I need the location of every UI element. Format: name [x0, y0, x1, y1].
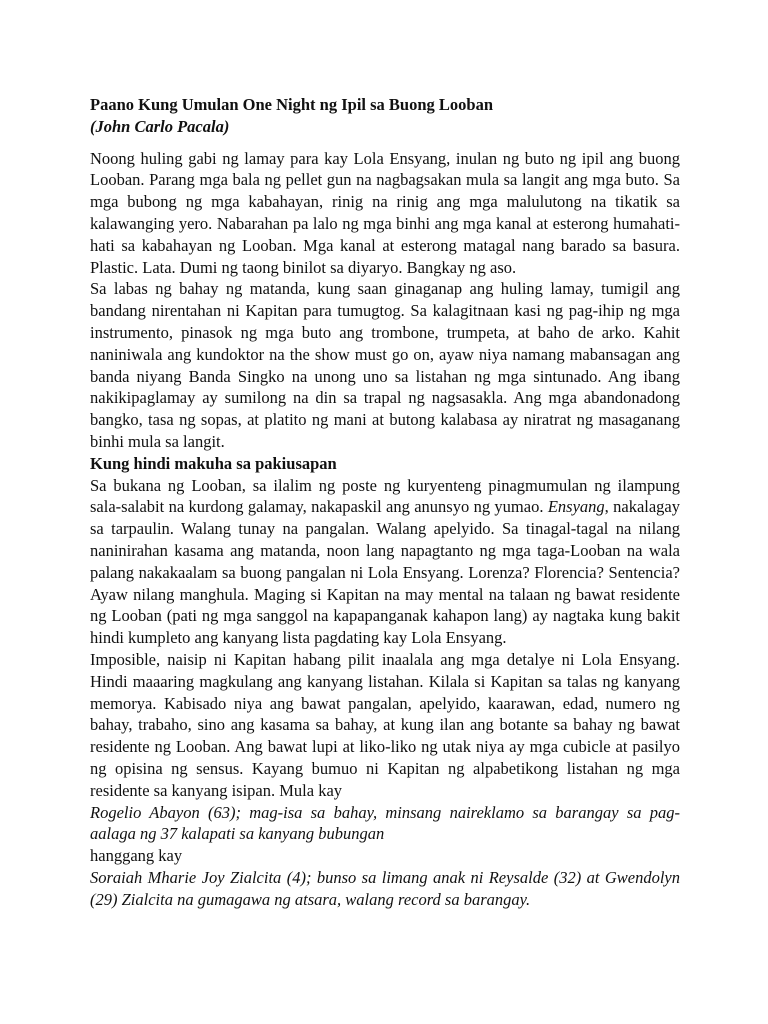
paragraph-3 [90, 475, 680, 649]
document-title: Paano Kung Umulan One Night ng Ipil sa Buong Looban [90, 95, 494, 114]
resident-entry-first: Rogelio Abayon (63); mag-isa sa bahay, minsang naireklamo sa barangay sa pag-aalaga ng 37 kalapati sa kanyang bubungan [90, 802, 680, 844]
document-author: (John Carlo Pacala) [90, 116, 230, 136]
paragraph-1: Noong huling gabi ng lamay para kay Lola Ensyang, inulan ng buto ng ipil ang buong Looban. Parang mga bala ng pellet gun na nagbagsakan mula sa langit ang mga buto. Sa mga bubong ng mga kabahayan, rinig na rinig ang mga malulutong na tikatik sa kalawanging yero. Nabarahan pa lalo ng mga binhi ang mga kanal at esterong humahati-hati sa kabahayan ng Looban. Mga kanal at esterong matagal nang barado sa basura. Plastic. Lata. Dumi ng taong binilot sa diyaryo. Bangkay ng aso. [90, 148, 680, 277]
paragraph-3-start: Sa bukana ng Looban, sa ilalim ng poste ng kuryenteng pinagmumulan ng ilampung sala-salabit na kurdong galamay, nakapaskil ang anunsyo ng yumao. [90, 475, 680, 517]
section-heading: Kung hindi makuha sa pakiusapan [90, 453, 337, 473]
resident-entry-last: Soraiah Mharie Joy Zialcita (4); bunso sa limang anak ni Reysalde (32) at Gwendolyn (29) Zialcita na gumagawa ng atsara, walang record sa barangay. [90, 867, 680, 909]
paragraph-3-italic: Ensyang [547, 497, 605, 517]
paragraph-4: Imposible, naisip ni Kapitan habang pilit inaalala ang mga detalye ni Lola Ensyang. Hindi maaaring magkulang ang kanyang listahan. Kilala si Kapitan sa talas ng kanyang memorya. Kabisado niya ang bawat pangalan, apelyido, kaarawan, edad, numero ng bahay, trabaho, sino ang kasama sa bahay, at kung ilan ang botante sa bahay ng bawat residente ng Looban. Ang bawat lupi at liko-liko ng utak niya ay mga cubicle at pasilyo ng opisina ng sensus. Kayang bumuo ni Kapitan ng alpabetikong listahan ng mga residente sa kanyang isipan. Mula kay [90, 649, 680, 800]
paragraph-2: Sa labas ng bahay ng matanda, kung saan ginaganap ang huling lamay, tumigil ang bandang nirentahan ni Kapitan para tumugtog. Sa kalagitnaan kasi ng pag-ihip ng mga instrumento, pinasok ng mga buto ang trombone, trumpeta, at baho de arko. Kahit naniniwala ang kundoktor na the show must go on, ayaw niya namang mabansagan ang banda niyang Banda Singko na unong uno sa listahan ng mga sintunado. Ang ibang nakikipaglamay ay sumilong na din sa trapal ng nagsasakla. Ang mga abandonadong bangko, tasa ng sopas, at platito ng mani at butong kalabasa ay niratrat ng masaganang binhi mula sa langit. [90, 279, 680, 451]
document-page [90, 94, 680, 910]
paragraph-3-end: , nakalagay sa tarpaulin. Walang tunay na pangalan. Walang apelyido. Sa tinagal-tagal na nilang naninirahan kasama ang matanda, noon lang napagtanto ng mga taga-Looban na wala palang nakakaalam sa buong pangalan ni Lola Ensyang. Lorenza? Florencia? Sentencia? Ayaw nilang manghula. Maging si Kapitan na may mental na talaan ng bawat residente ng Looban (pati ng mga sanggol na kapapanganak kahapon lang) ay nagtaka kung bakit hindi kumpleto ang kanyang lista pagdating kay Lola Ensyang. [90, 497, 680, 648]
connector-text: hanggang kay [90, 846, 183, 866]
